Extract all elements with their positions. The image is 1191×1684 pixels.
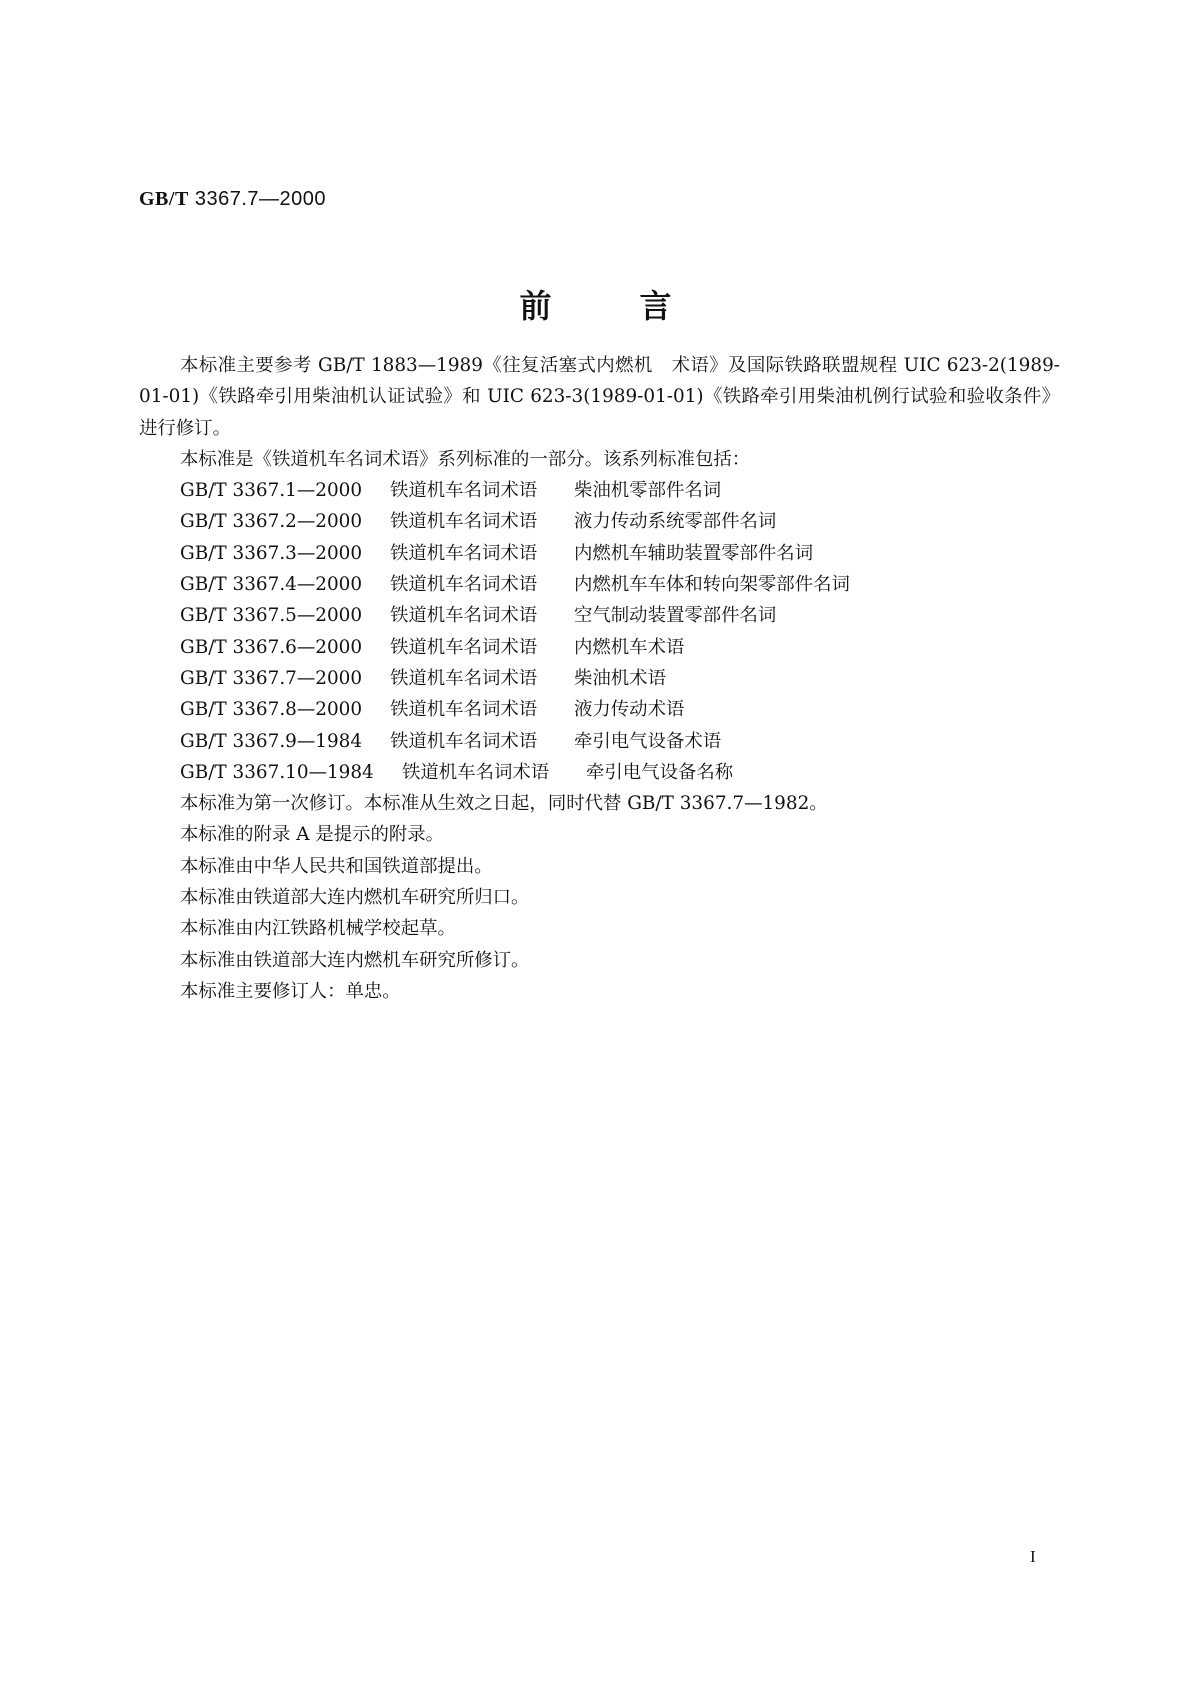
standard-code: GB/T 3367.2—2000: [180, 511, 363, 533]
part-name: 柴油机零部件名词: [574, 480, 722, 502]
part-name: 内燃机车术语: [574, 636, 685, 658]
standard-code: GB/T 3367.10—1984: [180, 761, 374, 783]
series-name: 铁道机车名词术语: [390, 636, 538, 658]
standard-code: GB/T 3367.1—2000: [180, 480, 363, 502]
part-name: 空气制动装置零部件名词: [574, 605, 777, 627]
standard-code: GB/T 3367.9—1984: [180, 730, 363, 752]
appendix-note: 本标准的附录 A 是提示的附录。: [180, 824, 445, 846]
series-list: [139, 475, 1060, 788]
part-name: 内燃机车车体和转向架零部件名词: [574, 574, 850, 596]
reviser-note: 本标准由铁道部大连内燃机车研究所修订。: [180, 949, 530, 971]
series-name: 铁道机车名词术语: [390, 605, 538, 627]
series-list-item: [139, 757, 1060, 788]
standard-code-number: 3367.7—2000: [194, 188, 327, 210]
proposer-note: 本标准由中华人民共和国铁道部提出。: [180, 855, 493, 877]
series-list-item: [139, 569, 1060, 600]
series-list-item: [139, 538, 1060, 569]
series-list-item: [139, 694, 1060, 725]
intro-paragraph: 本标准主要参考 GB/T 1883—1989《往复活塞式内燃机 术语》及国际铁路联盟规程 UIC 623-2(1989-01-01)《铁路牵引用柴油机认证试验》和 UIC 623-3(1989-01-01)《铁路牵引用柴油机例行试验和验收条件》进行修订。: [139, 355, 1060, 439]
drafter-note: 本标准由内江铁路机械学校起草。: [180, 918, 456, 940]
standard-code: GB/T 3367.3—2000: [180, 542, 363, 564]
part-name: 牵引电气设备名称: [586, 761, 734, 783]
series-list-item: [139, 506, 1060, 537]
part-name: 柴油机术语: [574, 667, 666, 689]
part-name: 内燃机车辅助装置零部件名词: [574, 542, 814, 564]
standard-code: GB/T 3367.8—2000: [180, 699, 363, 721]
series-list-item: [139, 632, 1060, 663]
revision-note: 本标准为第一次修订。本标准从生效之日起，同时代替 GB/T 3367.7—1982。: [180, 793, 828, 815]
series-list-item: [139, 663, 1060, 694]
series-name: 铁道机车名词术语: [390, 574, 538, 596]
part-name: 牵引电气设备术语: [574, 730, 722, 752]
series-list-item: [139, 600, 1060, 631]
document-body: [139, 350, 1060, 1007]
administrator-note: 本标准由铁道部大连内燃机车研究所归口。: [180, 887, 530, 909]
standard-code: GB/T 3367.5—2000: [180, 605, 363, 627]
part-name: 液力传动系统零部件名词: [574, 511, 777, 533]
series-name: 铁道机车名词术语: [390, 511, 538, 533]
standard-code: GB/T 3367.4—2000: [180, 574, 363, 596]
part-name: 液力传动术语: [574, 699, 685, 721]
page-number: I: [1030, 1547, 1036, 1566]
standard-code: GB/T 3367.6—2000: [180, 636, 363, 658]
main-reviser-note: 本标准主要修订人：单忠。: [180, 980, 401, 1002]
series-name: 铁道机车名词术语: [390, 730, 538, 752]
standard-code: GB/T 3367.7—2000: [180, 667, 363, 689]
series-name: 铁道机车名词术语: [390, 699, 538, 721]
series-name: 铁道机车名词术语: [390, 542, 538, 564]
series-list-item: [139, 475, 1060, 506]
series-list-item: [139, 726, 1060, 757]
series-name: 铁道机车名词术语: [390, 667, 538, 689]
standard-code-prefix: GB/T: [139, 188, 189, 210]
series-intro: 本标准是《铁道机车名词术语》系列标准的一部分。该系列标准包括：: [180, 448, 751, 470]
standard-code-header: [139, 188, 326, 211]
page-title: 前言: [519, 287, 760, 325]
series-name: 铁道机车名词术语: [390, 480, 538, 502]
series-name: 铁道机车名词术语: [402, 761, 550, 783]
